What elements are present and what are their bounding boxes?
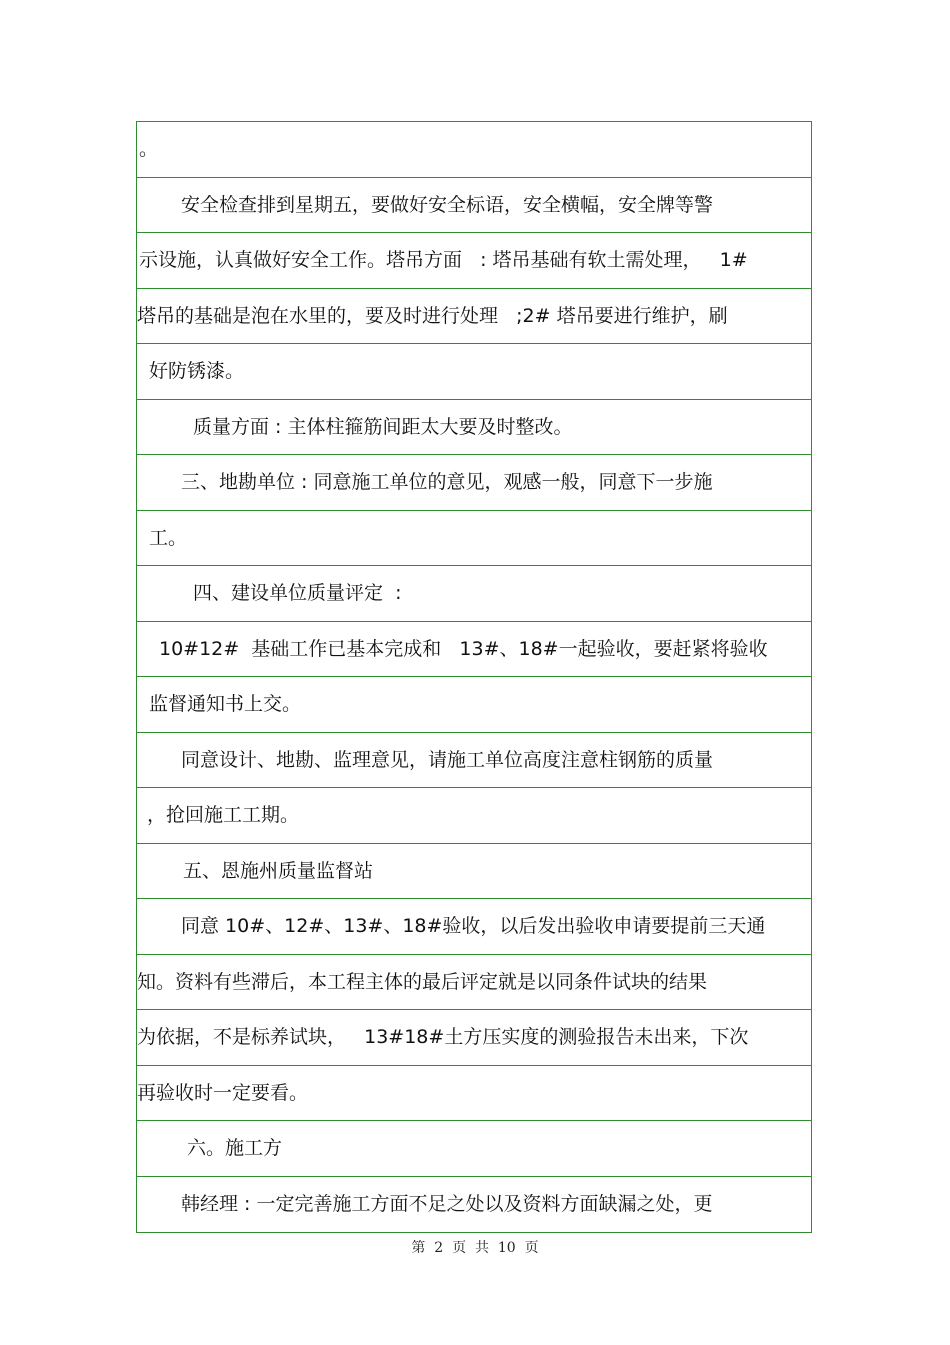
text-row [137,511,811,567]
text-row [137,1121,811,1177]
text-line: 韩经理 : 一定完善施工方面不足之处以及资料方面缺漏之处，更 [181,1192,713,1215]
text-line: 再验收时一定要看。 [137,1081,309,1104]
text-row [137,844,811,900]
text-line: 安全检查排到星期五，要做好安全标语，安全横幅，安全牌等警 [181,193,714,216]
text-line: 同意设计、地勘、监理意见，请施工单位高度注意柱钢筋的质量 [181,748,714,771]
text-row [137,899,811,955]
text-row [137,289,811,345]
text-row [137,1010,811,1066]
text-row [137,455,811,511]
text-line: 工。 [149,526,188,549]
text-row [137,344,811,400]
text-row [137,233,811,289]
text-line: 为依据，不是标养试块， 13#18#土方压实度的测验报告未出来，下次 [137,1026,749,1048]
text-line: 知。资料有些滞后，本工程主体的最后评定就是以同条件试块的结果 [137,970,708,993]
page-number: 第 2 页 共 10 页 [411,1240,539,1256]
text-line: 同意 10#、12#、13#、18#验收，以后发出验收申请要提前三天通 [181,915,766,937]
text-row [137,122,811,178]
text-line: 监督通知书上交。 [149,693,302,715]
text-line: 六。施工方 [187,1137,283,1159]
text-line: 。 [139,138,159,160]
text-row [137,566,811,622]
text-line: 好防锈漆。 [149,360,245,382]
text-line: 三、地勘单位 : 同意施工单位的意见，观感一般，同意下一步施 [181,471,713,493]
text-row [137,788,811,844]
text-row [137,400,811,456]
text-line: 五、恩施州质量监督站 [183,859,374,882]
text-line: 示设施，认真做好安全工作。塔吊方面 : 塔吊基础有软土需处理， 1# [139,249,748,271]
text-line: 10#12# 基础工作已基本完成和 13#、18#一起验收，要赶紧将验收 [159,637,768,660]
text-row [137,955,811,1011]
text-line: 四、建设单位质量评定 : [193,582,402,604]
text-row [137,733,811,789]
text-line: 塔吊的基础是泡在水里的，要及时进行处理 ;2# 塔吊要进行维护，刷 [137,304,728,327]
text-row [137,677,811,733]
text-line: 质量方面 : 主体柱箍筋间距太大要及时整改。 [193,415,573,438]
text-row [137,1177,811,1233]
text-row [137,178,811,234]
text-row [137,622,811,678]
text-line: ，抢回施工工期。 [147,804,300,826]
document-table [136,121,812,1233]
text-row [137,1066,811,1122]
